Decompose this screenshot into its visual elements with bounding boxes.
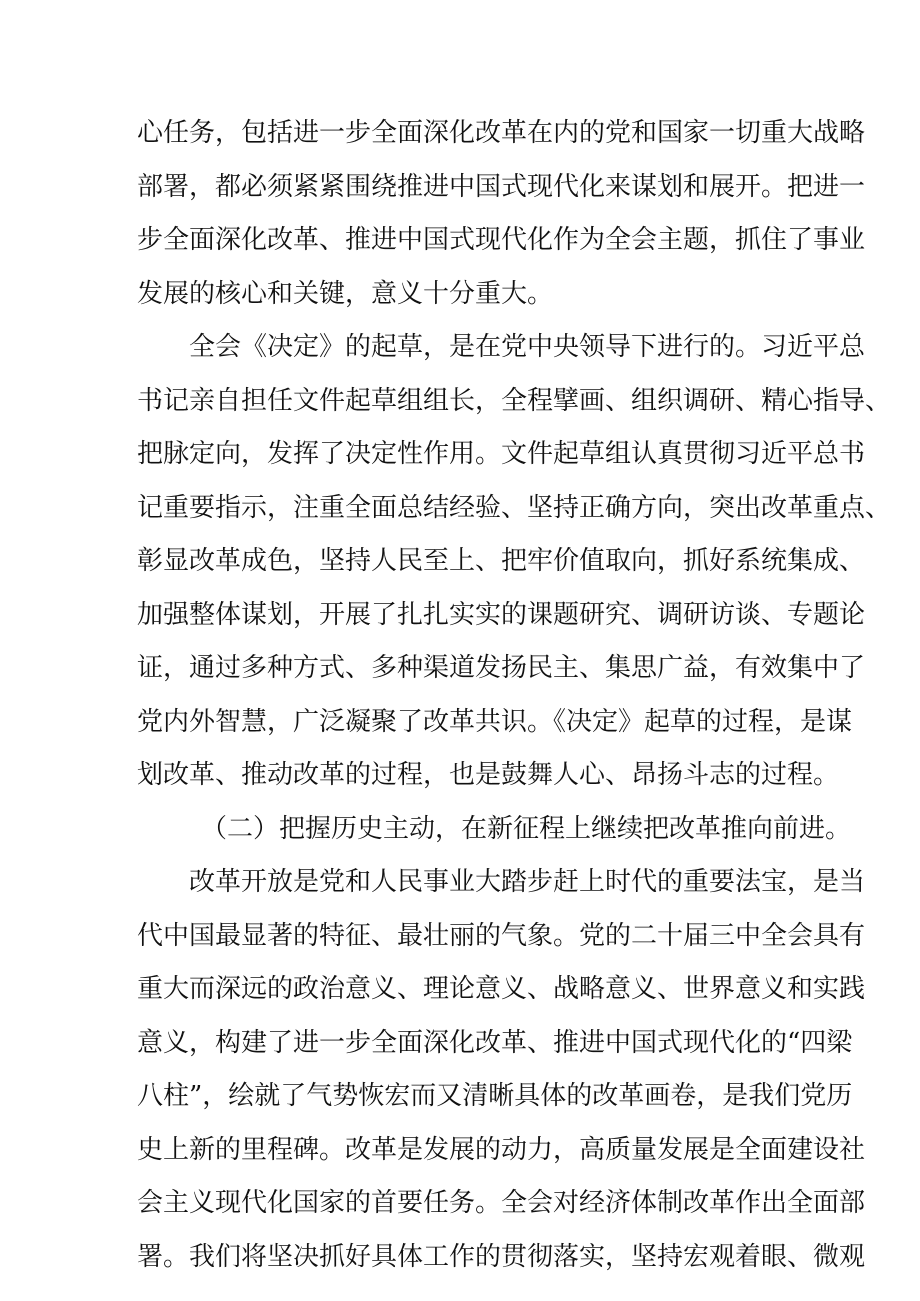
paragraph-line: 八柱”，绘就了气势恢宏而又清晰具体的改革画卷，是我们党历 bbox=[137, 1081, 853, 1111]
paragraph-line: 党内外智慧，广泛凝聚了改革共识。《决定》起草的过程，是谋 bbox=[137, 706, 853, 737]
paragraph-line: 划改革、推动改革的过程，也是鼓舞人心、昂扬斗志的过程。 bbox=[137, 760, 840, 790]
paragraph-line: 全会《决定》的起草，是在党中央领导下进行的。习近平总 bbox=[189, 332, 866, 362]
paragraph-line: 记重要指示，注重全面总结经验、坚持正确方向，突出改革重点、 bbox=[137, 492, 892, 523]
paragraph-line: 证，通过多种方式、多种渠道发扬民主、集思广益，有效集中了 bbox=[137, 653, 866, 683]
paragraph-line: 步全面深化改革、推进中国式现代化作为全会主题，抓住了事业 bbox=[137, 225, 866, 255]
paragraph-line: 把脉定向，发挥了决定性作用。文件起草组认真贯彻习近平总书 bbox=[137, 439, 866, 469]
paragraph-line: 会主义现代化国家的首要任务。全会对经济体制改革作出全面部 bbox=[137, 1188, 866, 1218]
paragraph-line: 彰显改革成色，坚持人民至上、把牢价值取向，抓好系统集成、 bbox=[137, 546, 866, 576]
paragraph-line: 书记亲自担任文件起草组组长，全程擘画、组织调研、精心指导、 bbox=[137, 385, 892, 416]
paragraph-line: 意义，构建了进一步全面深化改革、推进中国式现代化的“四梁 bbox=[137, 1027, 853, 1058]
paragraph-line: 改革开放是党和人民事业大踏步赶上时代的重要法宝，是当 bbox=[189, 867, 866, 897]
paragraph-line: 部署，都必须紧紧围绕推进中国式现代化来谋划和展开。把进一 bbox=[137, 171, 866, 202]
paragraph-line: 代中国最显著的特征、最壮丽的气象。党的二十届三中全会具有 bbox=[137, 920, 866, 951]
paragraph-line: 心任务，包括进一步全面深化改革在内的党和国家一切重大战略 bbox=[137, 118, 866, 148]
paragraph-line: 加强整体谋划，开展了扎扎实实的课题研究、调研访谈、专题论 bbox=[137, 599, 866, 630]
section-heading: （二）把握历史主动，在新征程上继续把改革推向前进。 bbox=[201, 813, 852, 844]
paragraph-line: 发展的核心和关键，意义十分重大。 bbox=[137, 278, 554, 309]
paragraph-line: 署。我们将坚决抓好具体工作的贯彻落实，坚持宏观着眼、微观 bbox=[137, 1241, 866, 1272]
paragraph-line: 重大而深远的政治意义、理论意义、战略意义、世界意义和实践 bbox=[137, 974, 866, 1004]
paragraph-line: 史上新的里程碑。改革是发展的动力，高质量发展是全面建设社 bbox=[137, 1134, 866, 1165]
